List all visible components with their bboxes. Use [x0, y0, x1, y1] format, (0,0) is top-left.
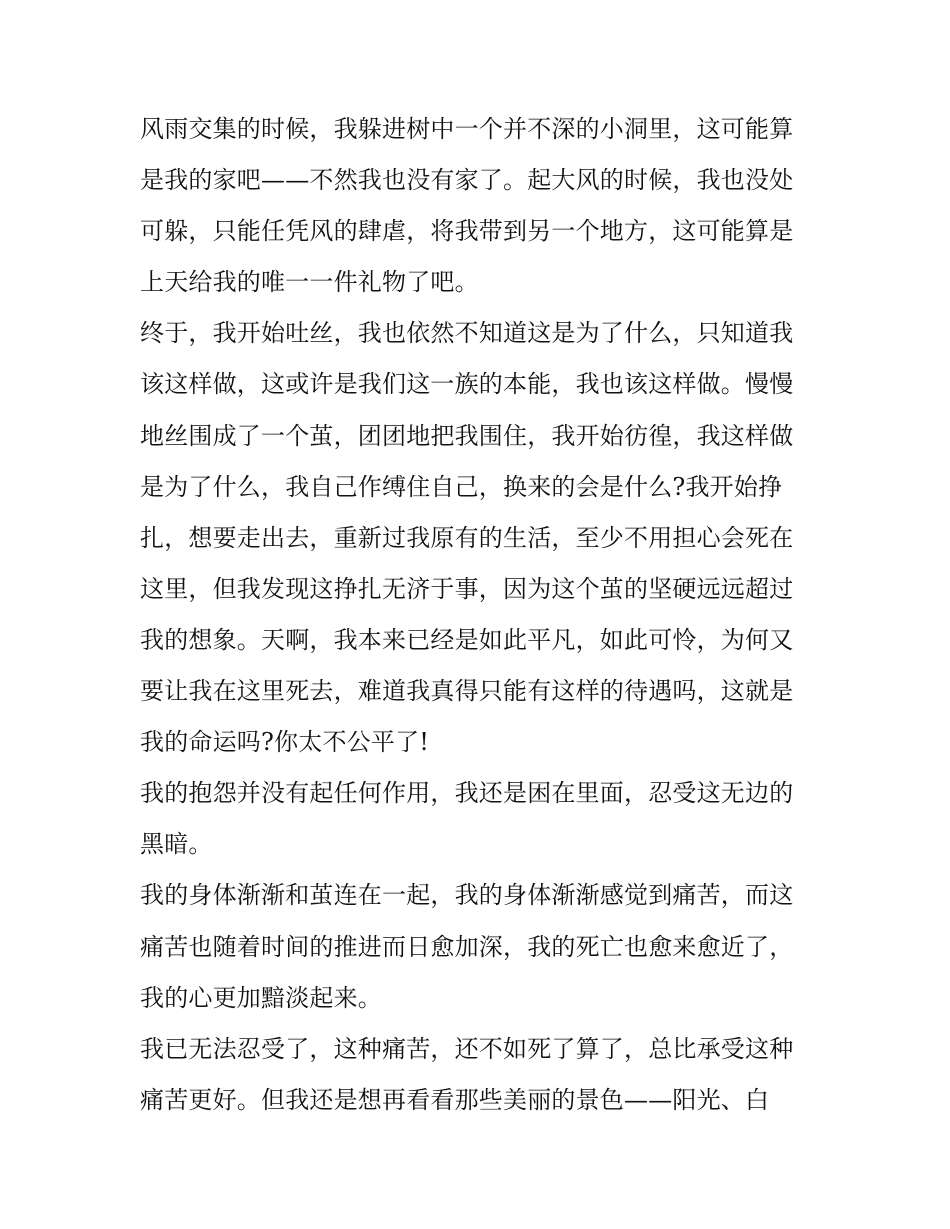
text-line: 我的命运吗?你太不公平了! [140, 728, 430, 757]
text-line: 我已无法忍受了，这种痛苦，还不如死了算了，总比承受这种 [140, 1034, 794, 1063]
text-line: 可躲，只能任凭风的肆虐，将我带到另一个地方，这可能算是 [140, 217, 794, 246]
text-line: 我的心更加黯淡起来。 [140, 983, 382, 1012]
text-line: 痛苦也随着时间的推进而日愈加深，我的死亡也愈来愈近了， [140, 932, 794, 961]
text-line: 是我的家吧——不然我也没有家了。起大风的时候，我也没处 [140, 166, 794, 195]
text-line: 这里，但我发现这挣扎无济于事，因为这个茧的坚硬远远超过 [140, 574, 794, 603]
text-line: 我的身体渐渐和茧连在一起，我的身体渐渐感觉到痛苦，而这 [140, 881, 794, 910]
text-line: 终于，我开始吐丝，我也依然不知道这是为了什么，只知道我 [140, 319, 794, 348]
text-line: 我的想象。天啊，我本来已经是如此平凡，如此可怜，为何又 [140, 625, 794, 654]
text-line: 是为了什么，我自己作缚住自己，换来的会是什么?我开始挣 [140, 472, 783, 501]
text-line: 我的抱怨并没有起任何作用，我还是困在里面，忍受这无边的 [140, 779, 794, 808]
text-line: 上天给我的唯一一件礼物了吧。 [140, 268, 479, 297]
text-line: 该这样做，这或许是我们这一族的本能，我也该这样做。慢慢 [140, 370, 794, 399]
text-line: 黑暗。 [140, 830, 213, 859]
text-line: 风雨交集的时候，我躲进树中一个并不深的小洞里，这可能算 [140, 115, 794, 143]
body-text [140, 104, 830, 1126]
text-line: 痛苦更好。但我还是想再看看那些美丽的景色——阳光、白 [140, 1085, 770, 1114]
text-line: 地丝围成了一个茧，团团地把我围住，我开始彷徨，我这样做 [140, 421, 794, 450]
text-line: 要让我在这里死去，难道我真得只能有这样的待遇吗，这就是 [140, 677, 794, 706]
text-line: 扎，想要走出去，重新过我原有的生活，至少不用担心会死在 [140, 523, 794, 552]
